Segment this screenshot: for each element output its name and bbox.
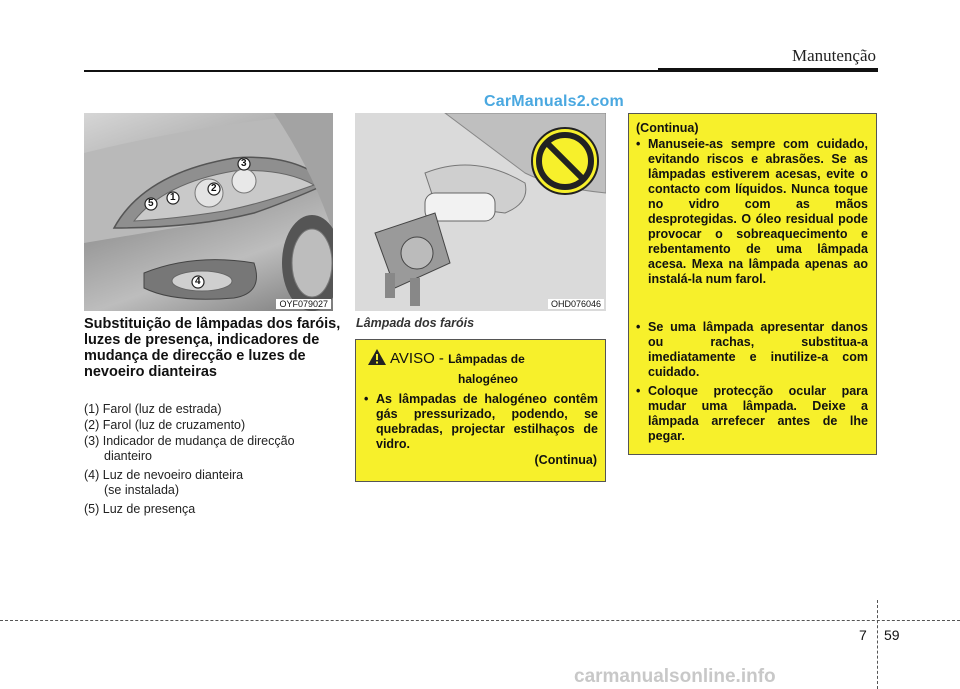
caution-bullet — [636, 384, 868, 444]
watermark-footer[interactable]: carmanualsonline.info — [574, 666, 776, 687]
bulb-photo — [355, 113, 606, 311]
list-item: (5) Luz de presença — [84, 502, 196, 516]
warning-subject-line2: halogéneo — [458, 372, 519, 386]
figure-code: OYF079027 — [276, 299, 331, 309]
page-heading: Substituição de lâmpadas dos faróis, luzes de presença, indicadores de mudança de direcção e luzes de nevoeiro dianteiras — [84, 316, 341, 380]
list-item: (2) Farol (luz de cruzamento) — [84, 418, 246, 432]
section-title: Manutenção — [791, 46, 876, 65]
warning-label: AVISO — [390, 350, 435, 367]
page-number: 59 — [884, 627, 900, 643]
warning-continued: (Continua) — [534, 453, 597, 467]
callout-label-1: 1 — [170, 192, 176, 203]
caution-bullet-text: Se uma lâmpada apresentar danos ou rachas, substitua-a imediatamente e inutilize-a com cuidado. — [648, 320, 868, 379]
bullet-dot: • — [636, 384, 641, 398]
chapter-number: 7 — [859, 627, 867, 643]
callout-label-5: 5 — [148, 198, 154, 209]
caution-heading: (Continua) — [636, 121, 699, 135]
warning-bullet — [364, 392, 598, 452]
list-item-continuation: dianteiro — [104, 449, 152, 463]
watermark-logo[interactable]: CarManuals2.com — [484, 93, 624, 110]
headlight-photo — [84, 113, 333, 311]
caution-bullet-text: Coloque protecção ocular para mudar uma lâmpada. Deixe a lâmpada arrefecer antes de lhe pegar. — [648, 384, 868, 443]
list-item-continuation: (se instalada) — [104, 483, 180, 497]
callout-label-4: 4 — [195, 276, 201, 287]
caution-bullet — [636, 137, 868, 287]
callout-label-3: 3 — [241, 158, 247, 169]
bullet-dot: • — [636, 137, 641, 151]
caution-bullet-text: Manuseie-as sempre com cuidado, evitando riscos e abrasões. Se as lâmpadas estiverem acesas, evite o contacto com líquidos. Nunca toque no vidro com as mãos desprotegidas. O óleo residual pode provocar o sobreaquecimento e rebentamento de uma lâmpada acesa. Mexa na lâmpada apenas ao instalá-la num farol. — [648, 137, 868, 286]
bullet-dot: • — [636, 320, 641, 334]
list-item: (1) Farol (luz de estrada) — [84, 402, 222, 416]
footer-divider — [877, 600, 878, 689]
list-item: (4) Luz de nevoeiro dianteira — [84, 468, 244, 482]
warning-body: As lâmpadas de halogéneo contêm gás pressurizado, podendo, se quebradas, projectar estilhaços de vidro. — [376, 392, 598, 451]
callout-label-2: 2 — [211, 183, 217, 194]
bullet-dot: • — [364, 392, 369, 406]
list-item: (3) Indicador de mudança de direcção — [84, 434, 295, 448]
warning-separator: - — [434, 350, 449, 367]
warning-title — [390, 350, 525, 367]
header-rule-accent — [658, 68, 878, 72]
figure-code: OHD076046 — [548, 299, 604, 309]
footer-rule — [0, 620, 960, 621]
warning-icon — [367, 348, 387, 366]
warning-subject: Lâmpadas de — [448, 352, 525, 366]
figure-caption: Lâmpada dos faróis — [356, 316, 475, 330]
caution-bullet — [636, 320, 868, 380]
